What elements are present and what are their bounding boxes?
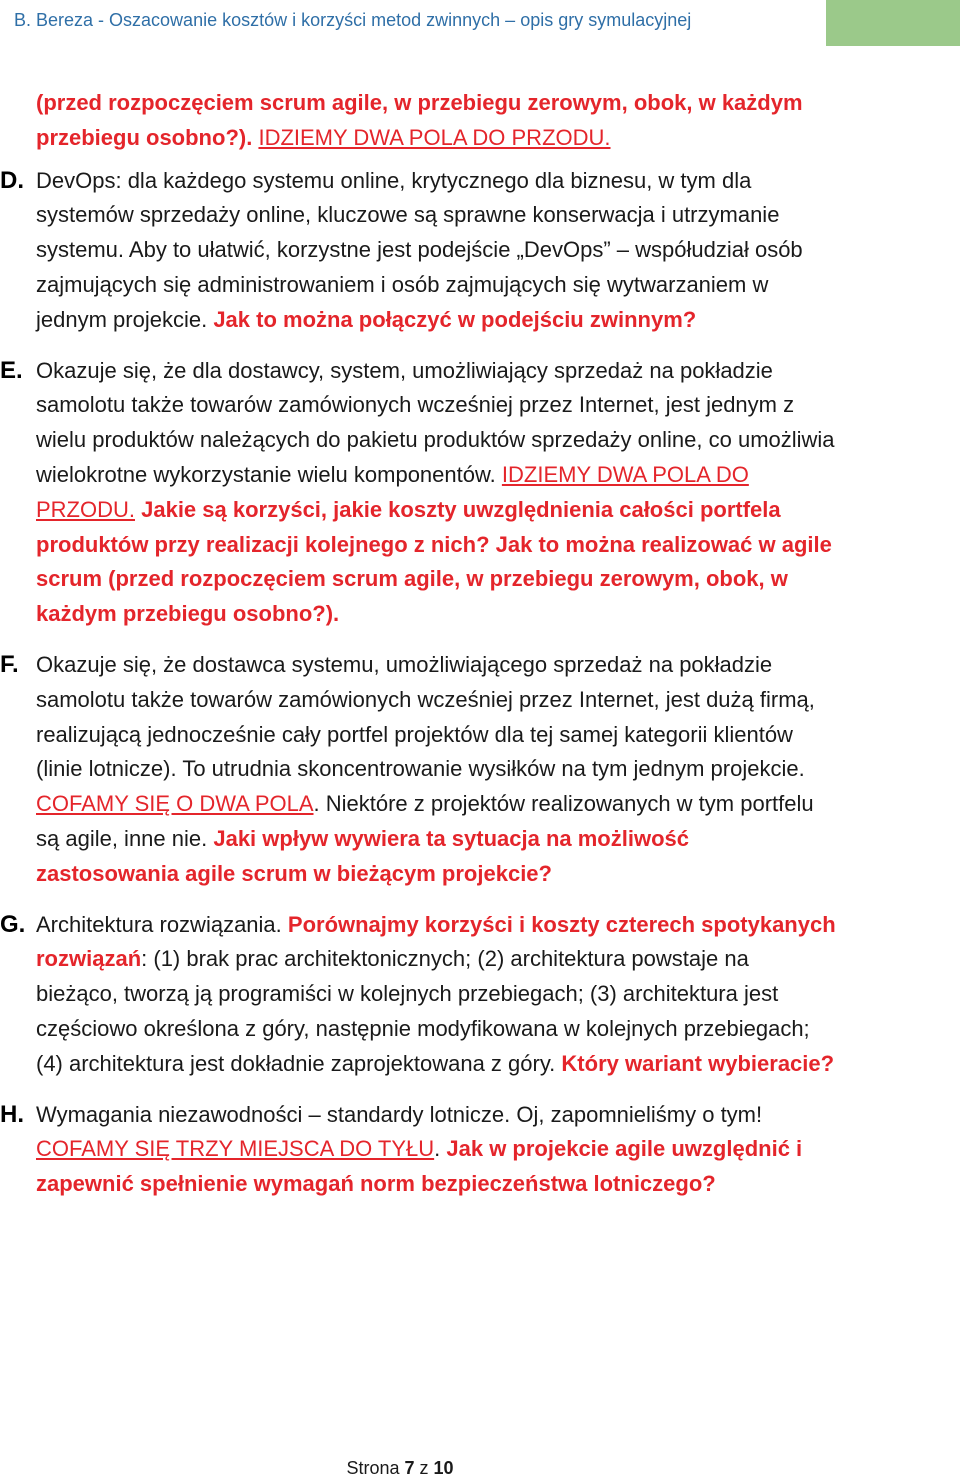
section-d-text: DevOps: dla każdego systemu online, krytycznego dla biznesu, w tym dla systemów sprzedaży online, kluczowe są sprawne konserwacja i utrzymanie systemu. Aby to ułatwić, korzystne jest podejście „DevOps” – współudział osób zajmujących się administrowaniem i osób zajmujących się wytwarzaniem w jednym projekcie. [36,167,803,332]
footer-middle: z [414,1458,434,1478]
section-e [0,354,836,632]
section-f-text: Okazuje się, że dostawca systemu, umożliwiającego sprzedaż na pokładzie samolotu także towarów zamówionych wcześniej przez Internet, jest dużą firmą, realizującą jednocześnie cały portfel projektów dla tej samej kategorii klientów (linie lotnicze). To utrudnia skoncentrowanie wysiłków na tym jednym projekcie. [36,651,815,782]
section-h-question: Jak w projekcie agile uwzględnić i zapewnić spełnienie wymagań norm bezpieczeństwa lotniczego? [36,1136,803,1197]
section-letter-h: H. [0,1100,24,1128]
document-body [0,86,836,1218]
section-h [0,1098,836,1202]
section-letter-d: D. [0,166,24,194]
section-g-question-2: Który wariant wybieracie? [561,1050,835,1076]
section-g-question: Porównajmy korzyści i koszty czterech spotykanych rozwiązań [36,911,836,972]
section-f-move-link: COFAMY SIĘ O DWA POLA [36,791,314,817]
footer-current-page: 7 [404,1458,415,1478]
section-letter-g: G. [0,910,26,938]
section-h-text: Wymagania niezawodności – standardy lotnicze. Oj, zapomnieliśmy o tym! [36,1101,763,1127]
document-title: B. Bereza - Oszacowanie kosztów i korzyści metod zwinnych – opis gry symulacyjnej [14,10,692,30]
section-g-text: Architektura rozwiązania. [36,911,288,937]
page-footer [0,1458,800,1479]
footer-prefix: Strona [346,1458,405,1478]
page-header [0,0,960,46]
section-g [0,908,836,1082]
header-accent-box [826,0,960,46]
intro-paragraph [36,86,836,156]
section-g-text-2: : (1) brak prac architektonicznych; (2) architektura powstaje na bieżąco, tworzą ją programiści w kolejnych przebiegach; (3) architektura jest częściowo określona z góry, następnie modyfikowana w kolejnych przebiegach; (4) architektura jest dokładnie zaprojektowana z góry. [36,946,810,1076]
section-e-question: Jakie są korzyści, jakie koszty uwzględnienia całości portfela produktów przy realizacji kolejnego z nich? Jak to można realizować w agile scrum (przed rozpoczęciem scrum agile, w przebiegu zerowym, obok, w każdym przebiegu osobno?). [36,496,832,627]
section-e-text: Okazuje się, że dla dostawcy, system, umożliwiający sprzedaż na pokładzie samolotu także towarów zamówionych wcześniej przez Internet, jest jednym z wielu produktów należących do pakietu produktów sprzedaży online, co umożliwia wielokrotne wykorzystanie wielu komponentów. [36,357,835,487]
intro-move-link: IDZIEMY DWA POLA DO PRZODU. [258,124,611,150]
footer-total-pages: 10 [433,1458,454,1478]
section-f-question: Jaki wpływ wywiera ta sytuacja na możliwość zastosowania agile scrum w bieżącym projekcie? [36,825,689,886]
section-f [0,648,836,892]
section-d [0,164,836,338]
section-e-move-link: IDZIEMY DWA POLA DO PRZODU. [36,461,749,522]
section-letter-e: E. [0,356,23,384]
section-h-text-2: . [434,1136,447,1162]
section-f-text-2: . Niektóre z projektów realizowanych w tym portfelu są agile, inne nie. [36,791,814,851]
intro-question: (przed rozpoczęciem scrum agile, w przebiegu zerowym, obok, w każdym przebiegu osobno?). [36,90,803,150]
section-letter-f: F. [0,650,19,678]
section-h-move-link: COFAMY SIĘ TRZY MIEJSCA DO TYŁU [36,1136,435,1162]
section-d-question: Jak to można połączyć w podejściu zwinnym? [213,306,697,332]
